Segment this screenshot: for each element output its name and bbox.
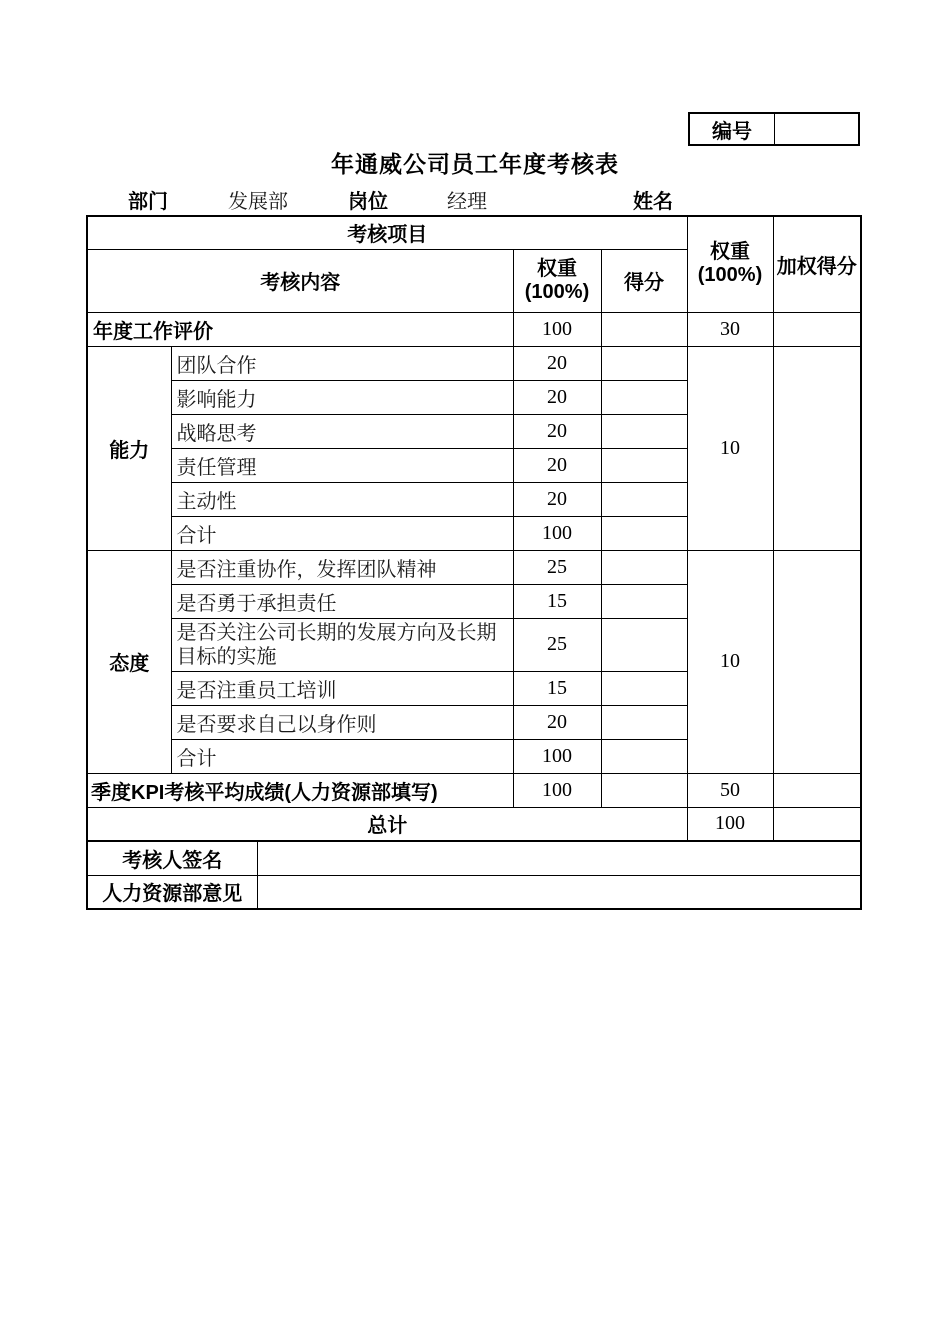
ability-weight: 20	[513, 414, 601, 448]
annual-weighted-cell[interactable]	[773, 312, 861, 346]
info-row	[0, 185, 950, 211]
attitude-score-cell[interactable]	[601, 705, 687, 739]
attitude-score-cell[interactable]	[601, 618, 687, 671]
header-weighted-score: 加权得分	[773, 216, 861, 312]
ability-subtotal-label: 合计	[171, 516, 513, 550]
header-weight2-line2: (100%)	[697, 264, 763, 287]
attitude-subtotal-label: 合计	[171, 739, 513, 773]
ability-weight: 20	[513, 482, 601, 516]
ability-subtotal-weight: 100	[513, 516, 601, 550]
attitude-content: 是否勇于承担责任	[171, 584, 513, 618]
position-label: 岗位	[348, 191, 388, 213]
ability-content: 战略思考	[171, 414, 513, 448]
ability-score-cell[interactable]	[601, 414, 687, 448]
attitude-label: 态度	[87, 550, 171, 773]
hr-opinion-label: 人力资源部意见	[87, 875, 257, 909]
dept-value: 发展部	[228, 191, 288, 213]
total-label: 总计	[87, 807, 687, 841]
serial-number-value[interactable]	[775, 114, 858, 144]
attitude-weight: 20	[513, 705, 601, 739]
kpi-score-cell[interactable]	[601, 773, 687, 807]
dept-label: 部门	[128, 191, 168, 213]
header-content-title: 考核内容	[87, 249, 513, 312]
header-items-title: 考核项目	[87, 216, 687, 249]
attitude-content: 是否关注公司长期的发展方向及长期目标的实施	[171, 618, 513, 671]
assessment-tables	[86, 215, 862, 910]
attitude-score-cell[interactable]	[601, 550, 687, 584]
attitude-content: 是否注重员工培训	[171, 671, 513, 705]
attitude-weight2: 10	[687, 550, 773, 773]
header-weight-line2: (100%)	[524, 280, 590, 303]
ability-weight: 20	[513, 448, 601, 482]
attitude-weighted-cell[interactable]	[773, 550, 861, 773]
kpi-weighted-cell[interactable]	[773, 773, 861, 807]
serial-number-box	[688, 112, 860, 146]
position-value: 经理	[447, 191, 487, 213]
signature-table	[86, 840, 862, 910]
signature-value-cell[interactable]	[257, 841, 861, 875]
kpi-label: 季度KPI考核平均成绩(人力资源部填写)	[87, 773, 513, 807]
signature-label: 考核人签名	[87, 841, 257, 875]
ability-weight2: 10	[687, 346, 773, 550]
ability-content: 影响能力	[171, 380, 513, 414]
annual-weight2: 30	[687, 312, 773, 346]
attitude-score-cell[interactable]	[601, 584, 687, 618]
attitude-score-cell[interactable]	[601, 671, 687, 705]
attitude-subtotal-weight: 100	[513, 739, 601, 773]
ability-score-cell[interactable]	[601, 448, 687, 482]
ability-weight: 20	[513, 380, 601, 414]
serial-number-label: 编号	[690, 114, 775, 144]
total-weighted-cell[interactable]	[773, 807, 861, 841]
kpi-weight2: 50	[687, 773, 773, 807]
signature-row	[87, 841, 861, 875]
attitude-weight: 25	[513, 550, 601, 584]
ability-weighted-cell[interactable]	[773, 346, 861, 550]
ability-row	[87, 346, 861, 380]
header-score: 得分	[601, 249, 687, 312]
annual-score-cell[interactable]	[601, 312, 687, 346]
ability-score-cell[interactable]	[601, 346, 687, 380]
hr-opinion-row	[87, 875, 861, 909]
assessment-table	[86, 215, 862, 842]
name-label: 姓名	[633, 191, 673, 213]
ability-content: 责任管理	[171, 448, 513, 482]
kpi-weight: 100	[513, 773, 601, 807]
ability-score-cell[interactable]	[601, 516, 687, 550]
ability-score-cell[interactable]	[601, 482, 687, 516]
total-weight2: 100	[687, 807, 773, 841]
header-weight2-column	[687, 216, 773, 312]
page-title: 年通威公司员工年度考核表	[331, 151, 619, 177]
kpi-row	[87, 773, 861, 807]
header-weight-line1: 权重	[537, 257, 577, 280]
attitude-content: 是否注重协作，发挥团队精神	[171, 550, 513, 584]
ability-content: 主动性	[171, 482, 513, 516]
header-weight2-line1: 权重	[710, 241, 750, 264]
table-row	[87, 216, 861, 249]
ability-content: 团队合作	[171, 346, 513, 380]
attitude-weight: 15	[513, 671, 601, 705]
annual-label: 年度工作评价	[87, 312, 513, 346]
attitude-score-cell[interactable]	[601, 739, 687, 773]
total-row	[87, 807, 861, 841]
attitude-content: 是否要求自己以身作则	[171, 705, 513, 739]
attitude-weight: 25	[513, 618, 601, 671]
ability-score-cell[interactable]	[601, 380, 687, 414]
annual-row	[87, 312, 861, 346]
attitude-row	[87, 550, 861, 584]
header-weight-column	[513, 249, 601, 312]
ability-weight: 20	[513, 346, 601, 380]
annual-weight: 100	[513, 312, 601, 346]
hr-opinion-value-cell[interactable]	[257, 875, 861, 909]
ability-label: 能力	[87, 346, 171, 550]
attitude-weight: 15	[513, 584, 601, 618]
